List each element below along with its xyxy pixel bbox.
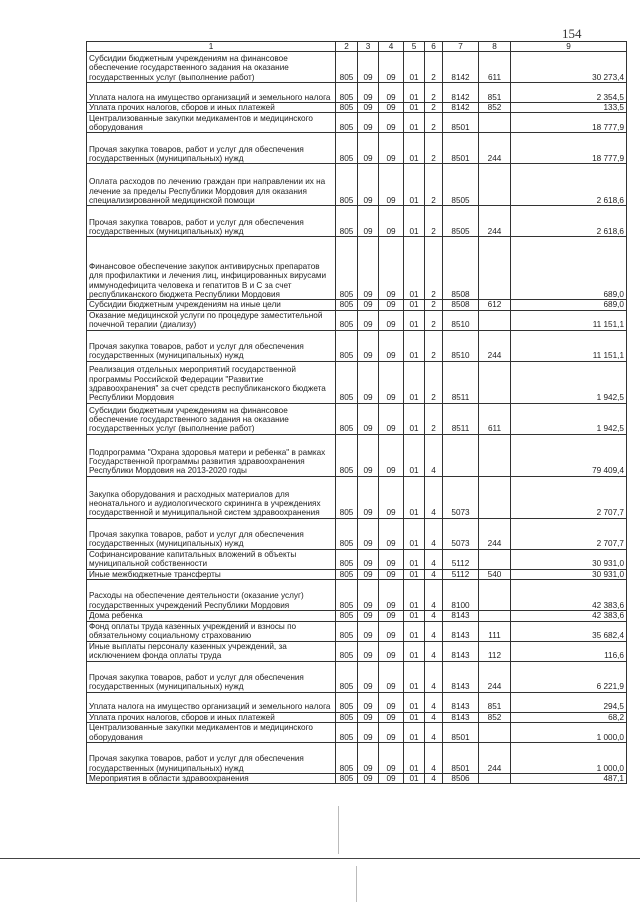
row-chapter-code: 805 xyxy=(336,361,358,403)
row-program-code: 01 xyxy=(404,774,425,784)
row-name: Прочая закупка товаров, работ и услуг для обеспечения государственных (муниципальных) нужд xyxy=(87,743,336,774)
row-expense-type-code: 244 xyxy=(479,661,511,692)
row-section-code: 09 xyxy=(358,83,379,103)
row-program-code: 01 xyxy=(404,743,425,774)
row-chapter-code: 805 xyxy=(336,83,358,103)
row-name: Субсидии бюджетным учреждениям на финансовое обеспечение государственного задания на оказание государственных услуг (выполнение работ) xyxy=(87,52,336,83)
row-subprogram-code: 4 xyxy=(425,611,443,621)
row-name: Подпрограмма "Охрана здоровья матери и ребенка" в рамках Государственной программы развития здравоохранения Республики Мордовия на 2013-2020 годы xyxy=(87,434,336,476)
table-row xyxy=(87,743,627,774)
row-name: Прочая закупка товаров, работ и услуг для обеспечения государственных (муниципальных) нужд xyxy=(87,133,336,164)
row-amount: 689,0 xyxy=(511,237,627,300)
row-program-code: 01 xyxy=(404,549,425,569)
row-subprogram-code: 4 xyxy=(425,580,443,611)
row-expense-type-code xyxy=(479,164,511,206)
table-row xyxy=(87,434,627,476)
row-name: Субсидии бюджетным учреждениям на иные цели xyxy=(87,300,336,310)
row-amount: 2 707,7 xyxy=(511,476,627,518)
row-chapter-code: 805 xyxy=(336,580,358,611)
row-expense-type-code: 244 xyxy=(479,133,511,164)
row-expense-type-code xyxy=(479,549,511,569)
row-amount: 133,5 xyxy=(511,103,627,113)
row-amount: 1 942,5 xyxy=(511,403,627,434)
row-target-code: 8143 xyxy=(443,661,479,692)
row-subprogram-code: 4 xyxy=(425,774,443,784)
row-program-code: 01 xyxy=(404,83,425,103)
row-subsection-code: 09 xyxy=(379,300,404,310)
row-expense-type-code: 244 xyxy=(479,518,511,549)
row-amount: 1 000,0 xyxy=(511,723,627,743)
row-amount: 1 942,5 xyxy=(511,361,627,403)
row-name: Прочая закупка товаров, работ и услуг для обеспечения государственных (муниципальных) нужд xyxy=(87,518,336,549)
row-subsection-code: 09 xyxy=(379,103,404,113)
row-program-code: 01 xyxy=(404,569,425,579)
row-target-code: 8510 xyxy=(443,310,479,330)
row-expense-type-code: 244 xyxy=(479,206,511,237)
page-bottom-rule xyxy=(0,858,640,859)
row-target-code: 8501 xyxy=(443,723,479,743)
row-amount: 30 931,0 xyxy=(511,549,627,569)
row-target-code: 8143 xyxy=(443,621,479,641)
row-subsection-code: 09 xyxy=(379,661,404,692)
row-name: Расходы на обеспечение деятельности (оказание услуг) государственных учреждений Республики Мордовия xyxy=(87,580,336,611)
scan-mark xyxy=(338,806,339,854)
row-target-code: 8142 xyxy=(443,83,479,103)
table-row xyxy=(87,774,627,784)
row-name: Иные выплаты персоналу казенных учреждений, за исключением фонда оплаты труда xyxy=(87,641,336,661)
row-program-code: 01 xyxy=(404,518,425,549)
row-program-code: 01 xyxy=(404,723,425,743)
row-subsection-code: 09 xyxy=(379,621,404,641)
column-header-5: 5 xyxy=(404,42,425,52)
row-subsection-code: 09 xyxy=(379,361,404,403)
row-amount: 2 707,7 xyxy=(511,518,627,549)
row-chapter-code: 805 xyxy=(336,113,358,133)
row-chapter-code: 805 xyxy=(336,476,358,518)
row-chapter-code: 805 xyxy=(336,621,358,641)
row-subprogram-code: 2 xyxy=(425,103,443,113)
row-section-code: 09 xyxy=(358,692,379,712)
row-chapter-code: 805 xyxy=(336,743,358,774)
row-program-code: 01 xyxy=(404,300,425,310)
row-name: Дома ребенка xyxy=(87,611,336,621)
row-section-code: 09 xyxy=(358,103,379,113)
row-chapter-code: 805 xyxy=(336,237,358,300)
table-row xyxy=(87,103,627,113)
row-subsection-code: 09 xyxy=(379,310,404,330)
row-subsection-code: 09 xyxy=(379,403,404,434)
column-header-8: 8 xyxy=(479,42,511,52)
row-chapter-code: 805 xyxy=(336,549,358,569)
row-program-code: 01 xyxy=(404,237,425,300)
row-subprogram-code: 2 xyxy=(425,237,443,300)
row-program-code: 01 xyxy=(404,580,425,611)
row-target-code: 8511 xyxy=(443,361,479,403)
row-subsection-code: 09 xyxy=(379,52,404,83)
row-expense-type-code xyxy=(479,310,511,330)
row-amount: 2 354,5 xyxy=(511,83,627,103)
table-row xyxy=(87,300,627,310)
row-chapter-code: 805 xyxy=(336,52,358,83)
row-amount: 689,0 xyxy=(511,300,627,310)
row-subsection-code: 09 xyxy=(379,580,404,611)
row-chapter-code: 805 xyxy=(336,692,358,712)
row-name: Уплата налога на имущество организаций и земельного налога xyxy=(87,692,336,712)
row-section-code: 09 xyxy=(358,133,379,164)
row-amount: 294,5 xyxy=(511,692,627,712)
table-row xyxy=(87,621,627,641)
row-section-code: 09 xyxy=(358,330,379,361)
row-subsection-code: 09 xyxy=(379,611,404,621)
row-target-code: 8510 xyxy=(443,330,479,361)
row-section-code: 09 xyxy=(358,549,379,569)
row-name: Прочая закупка товаров, работ и услуг для обеспечения государственных (муниципальных) нужд xyxy=(87,661,336,692)
row-target-code: 8100 xyxy=(443,580,479,611)
table-row xyxy=(87,361,627,403)
row-subsection-code: 09 xyxy=(379,569,404,579)
row-subprogram-code: 2 xyxy=(425,206,443,237)
row-chapter-code: 805 xyxy=(336,133,358,164)
row-amount: 42 383,6 xyxy=(511,580,627,611)
column-header-1: 1 xyxy=(87,42,336,52)
row-section-code: 09 xyxy=(358,300,379,310)
row-name: Прочая закупка товаров, работ и услуг для обеспечения государственных (муниципальных) нужд xyxy=(87,206,336,237)
row-subsection-code: 09 xyxy=(379,476,404,518)
column-header-3: 3 xyxy=(358,42,379,52)
table-row xyxy=(87,133,627,164)
table-row xyxy=(87,52,627,83)
row-section-code: 09 xyxy=(358,164,379,206)
row-amount: 30 273,4 xyxy=(511,52,627,83)
row-chapter-code: 805 xyxy=(336,103,358,113)
row-expense-type-code xyxy=(479,237,511,300)
row-amount: 6 221,9 xyxy=(511,661,627,692)
row-subprogram-code: 2 xyxy=(425,83,443,103)
table-row xyxy=(87,206,627,237)
row-subprogram-code: 4 xyxy=(425,641,443,661)
row-amount: 487,1 xyxy=(511,774,627,784)
table-row xyxy=(87,692,627,712)
table-row xyxy=(87,661,627,692)
table-row xyxy=(87,237,627,300)
row-section-code: 09 xyxy=(358,723,379,743)
row-chapter-code: 805 xyxy=(336,300,358,310)
row-chapter-code: 805 xyxy=(336,434,358,476)
row-target-code: 8501 xyxy=(443,743,479,774)
row-name: Централизованные закупки медикаментов и медицинского оборудования xyxy=(87,723,336,743)
row-target-code: 5073 xyxy=(443,476,479,518)
row-chapter-code: 805 xyxy=(336,641,358,661)
row-amount: 18 777,9 xyxy=(511,113,627,133)
row-subprogram-code: 4 xyxy=(425,569,443,579)
row-program-code: 01 xyxy=(404,330,425,361)
row-section-code: 09 xyxy=(358,621,379,641)
row-subsection-code: 09 xyxy=(379,83,404,103)
row-subprogram-code: 2 xyxy=(425,164,443,206)
table-row xyxy=(87,569,627,579)
column-header-4: 4 xyxy=(379,42,404,52)
row-section-code: 09 xyxy=(358,113,379,133)
row-program-code: 01 xyxy=(404,712,425,722)
row-target-code: 8511 xyxy=(443,403,479,434)
row-target-code: 8505 xyxy=(443,164,479,206)
column-header-2: 2 xyxy=(336,42,358,52)
header-row xyxy=(87,42,627,52)
row-subsection-code: 09 xyxy=(379,743,404,774)
row-chapter-code: 805 xyxy=(336,712,358,722)
row-subprogram-code: 4 xyxy=(425,518,443,549)
row-subsection-code: 09 xyxy=(379,330,404,361)
row-section-code: 09 xyxy=(358,310,379,330)
row-expense-type-code: 540 xyxy=(479,569,511,579)
row-chapter-code: 805 xyxy=(336,723,358,743)
table-row xyxy=(87,723,627,743)
row-subprogram-code: 2 xyxy=(425,52,443,83)
row-subprogram-code: 2 xyxy=(425,133,443,164)
row-subprogram-code: 4 xyxy=(425,743,443,774)
row-section-code: 09 xyxy=(358,661,379,692)
row-subsection-code: 09 xyxy=(379,723,404,743)
row-name: Прочая закупка товаров, работ и услуг для обеспечения государственных (муниципальных) нужд xyxy=(87,330,336,361)
row-expense-type-code: 112 xyxy=(479,641,511,661)
row-subprogram-code: 2 xyxy=(425,330,443,361)
row-target-code: 8506 xyxy=(443,774,479,784)
table-row xyxy=(87,611,627,621)
row-target-code: 8501 xyxy=(443,113,479,133)
row-target-code: 8142 xyxy=(443,52,479,83)
row-amount: 79 409,4 xyxy=(511,434,627,476)
row-subprogram-code: 4 xyxy=(425,434,443,476)
table-row xyxy=(87,549,627,569)
row-amount: 42 383,6 xyxy=(511,611,627,621)
row-subprogram-code: 4 xyxy=(425,476,443,518)
row-subsection-code: 09 xyxy=(379,206,404,237)
row-expense-type-code xyxy=(479,723,511,743)
row-amount: 1 000,0 xyxy=(511,743,627,774)
row-name: Оказание медицинской услуги по процедуре заместительной почечной терапии (диализу) xyxy=(87,310,336,330)
row-program-code: 01 xyxy=(404,206,425,237)
row-amount: 30 931,0 xyxy=(511,569,627,579)
row-section-code: 09 xyxy=(358,476,379,518)
row-subsection-code: 09 xyxy=(379,113,404,133)
row-chapter-code: 805 xyxy=(336,310,358,330)
row-amount: 35 682,4 xyxy=(511,621,627,641)
row-program-code: 01 xyxy=(404,661,425,692)
row-chapter-code: 805 xyxy=(336,518,358,549)
row-program-code: 01 xyxy=(404,310,425,330)
row-name: Уплата прочих налогов, сборов и иных платежей xyxy=(87,103,336,113)
column-header-9: 9 xyxy=(511,42,627,52)
row-target-code: 8143 xyxy=(443,692,479,712)
table-row xyxy=(87,518,627,549)
scan-mark xyxy=(356,866,357,902)
row-subprogram-code: 4 xyxy=(425,712,443,722)
row-program-code: 01 xyxy=(404,692,425,712)
row-subsection-code: 09 xyxy=(379,164,404,206)
row-target-code: 8508 xyxy=(443,300,479,310)
row-name: Мероприятия в области здравоохранения xyxy=(87,774,336,784)
row-section-code: 09 xyxy=(358,569,379,579)
row-section-code: 09 xyxy=(358,206,379,237)
row-expense-type-code: 852 xyxy=(479,712,511,722)
page-number: 154 xyxy=(562,26,582,41)
row-name: Реализация отдельных мероприятий государственной программы Российской Федерации "Развитие здравоохранения" за счет средств республиканского бюджета Республики Мордовия xyxy=(87,361,336,403)
row-section-code: 09 xyxy=(358,611,379,621)
table-row xyxy=(87,641,627,661)
row-section-code: 09 xyxy=(358,743,379,774)
row-subsection-code: 09 xyxy=(379,518,404,549)
row-program-code: 01 xyxy=(404,133,425,164)
row-expense-type-code xyxy=(479,434,511,476)
table-row xyxy=(87,403,627,434)
row-subprogram-code: 4 xyxy=(425,621,443,641)
row-target-code: 5112 xyxy=(443,569,479,579)
row-name: Уплата налога на имущество организаций и земельного налога xyxy=(87,83,336,103)
row-expense-type-code: 611 xyxy=(479,403,511,434)
row-section-code: 09 xyxy=(358,434,379,476)
table-row xyxy=(87,580,627,611)
row-amount: 2 618,6 xyxy=(511,164,627,206)
row-subprogram-code: 4 xyxy=(425,661,443,692)
column-header-7: 7 xyxy=(443,42,479,52)
row-expense-type-code: 244 xyxy=(479,743,511,774)
row-expense-type-code xyxy=(479,580,511,611)
row-name: Фонд оплаты труда казенных учреждений и взносы по обязательному социальному страхованию xyxy=(87,621,336,641)
row-name: Уплата прочих налогов, сборов и иных платежей xyxy=(87,712,336,722)
row-program-code: 01 xyxy=(404,361,425,403)
row-chapter-code: 805 xyxy=(336,661,358,692)
row-program-code: 01 xyxy=(404,611,425,621)
row-target-code: 5073 xyxy=(443,518,479,549)
row-chapter-code: 805 xyxy=(336,569,358,579)
row-target-code: 5112 xyxy=(443,549,479,569)
row-expense-type-code xyxy=(479,476,511,518)
row-subsection-code: 09 xyxy=(379,712,404,722)
row-subsection-code: 09 xyxy=(379,692,404,712)
row-program-code: 01 xyxy=(404,52,425,83)
budget-table xyxy=(86,41,627,784)
row-chapter-code: 805 xyxy=(336,164,358,206)
row-subprogram-code: 4 xyxy=(425,723,443,743)
row-subsection-code: 09 xyxy=(379,434,404,476)
table-row xyxy=(87,476,627,518)
row-program-code: 01 xyxy=(404,113,425,133)
row-expense-type-code xyxy=(479,361,511,403)
row-program-code: 01 xyxy=(404,641,425,661)
row-subsection-code: 09 xyxy=(379,133,404,164)
row-target-code: 8505 xyxy=(443,206,479,237)
row-expense-type-code xyxy=(479,611,511,621)
row-program-code: 01 xyxy=(404,403,425,434)
row-expense-type-code: 851 xyxy=(479,692,511,712)
row-section-code: 09 xyxy=(358,641,379,661)
row-section-code: 09 xyxy=(358,361,379,403)
table-row xyxy=(87,113,627,133)
row-amount: 2 618,6 xyxy=(511,206,627,237)
table-row xyxy=(87,83,627,103)
row-expense-type-code xyxy=(479,774,511,784)
row-section-code: 09 xyxy=(358,237,379,300)
row-name: Централизованные закупки медикаментов и медицинского оборудования xyxy=(87,113,336,133)
row-program-code: 01 xyxy=(404,621,425,641)
row-name: Софинансирование капитальных вложений в объекты муниципальной собственности xyxy=(87,549,336,569)
row-amount: 68,2 xyxy=(511,712,627,722)
table-row xyxy=(87,330,627,361)
row-program-code: 01 xyxy=(404,476,425,518)
row-expense-type-code: 612 xyxy=(479,300,511,310)
row-name: Финансовое обеспечение закупок антивирусных препаратов для профилактики и лечения лиц, инфицированных вирусами иммунодефицита человека и гепатитов В и С за счет республиканского бюджета Республики Мордовия xyxy=(87,237,336,300)
row-chapter-code: 805 xyxy=(336,774,358,784)
row-target-code xyxy=(443,434,479,476)
row-subprogram-code: 2 xyxy=(425,300,443,310)
row-chapter-code: 805 xyxy=(336,611,358,621)
table-row xyxy=(87,712,627,722)
row-section-code: 09 xyxy=(358,580,379,611)
row-amount: 18 777,9 xyxy=(511,133,627,164)
row-section-code: 09 xyxy=(358,774,379,784)
table-body xyxy=(87,52,627,784)
row-expense-type-code: 111 xyxy=(479,621,511,641)
row-target-code: 8143 xyxy=(443,641,479,661)
row-expense-type-code: 852 xyxy=(479,103,511,113)
row-subprogram-code: 2 xyxy=(425,310,443,330)
table-row xyxy=(87,310,627,330)
row-subprogram-code: 2 xyxy=(425,361,443,403)
row-expense-type-code: 244 xyxy=(479,330,511,361)
row-subprogram-code: 4 xyxy=(425,549,443,569)
row-subsection-code: 09 xyxy=(379,641,404,661)
table-row xyxy=(87,164,627,206)
row-target-code: 8143 xyxy=(443,611,479,621)
row-subsection-code: 09 xyxy=(379,549,404,569)
row-amount: 116,6 xyxy=(511,641,627,661)
row-amount: 11 151,1 xyxy=(511,330,627,361)
row-chapter-code: 805 xyxy=(336,330,358,361)
row-program-code: 01 xyxy=(404,103,425,113)
row-target-code: 8508 xyxy=(443,237,479,300)
row-name: Иные межбюджетные трансферты xyxy=(87,569,336,579)
row-amount: 11 151,1 xyxy=(511,310,627,330)
row-section-code: 09 xyxy=(358,403,379,434)
row-expense-type-code: 851 xyxy=(479,83,511,103)
row-name: Оплата расходов по лечению граждан при направлении их на лечение за пределы Республики Мордовия для оказания специализированной медицинской помощи xyxy=(87,164,336,206)
row-target-code: 8501 xyxy=(443,133,479,164)
row-subsection-code: 09 xyxy=(379,774,404,784)
row-name: Субсидии бюджетным учреждениям на финансовое обеспечение государственного задания на оказание государственных услуг (выполнение работ) xyxy=(87,403,336,434)
row-name: Закупка оборудования и расходных материалов для неонатального и аудиологического скрининга в учреждениях государственной и муниципальной систем здравоохранения xyxy=(87,476,336,518)
row-section-code: 09 xyxy=(358,52,379,83)
row-chapter-code: 805 xyxy=(336,403,358,434)
row-target-code: 8142 xyxy=(443,103,479,113)
row-expense-type-code: 611 xyxy=(479,52,511,83)
row-subprogram-code: 2 xyxy=(425,113,443,133)
row-subsection-code: 09 xyxy=(379,237,404,300)
row-section-code: 09 xyxy=(358,518,379,549)
row-target-code: 8143 xyxy=(443,712,479,722)
row-program-code: 01 xyxy=(404,434,425,476)
row-program-code: 01 xyxy=(404,164,425,206)
column-header-6: 6 xyxy=(425,42,443,52)
row-chapter-code: 805 xyxy=(336,206,358,237)
row-subprogram-code: 4 xyxy=(425,692,443,712)
row-subprogram-code: 2 xyxy=(425,403,443,434)
row-expense-type-code xyxy=(479,113,511,133)
row-section-code: 09 xyxy=(358,712,379,722)
